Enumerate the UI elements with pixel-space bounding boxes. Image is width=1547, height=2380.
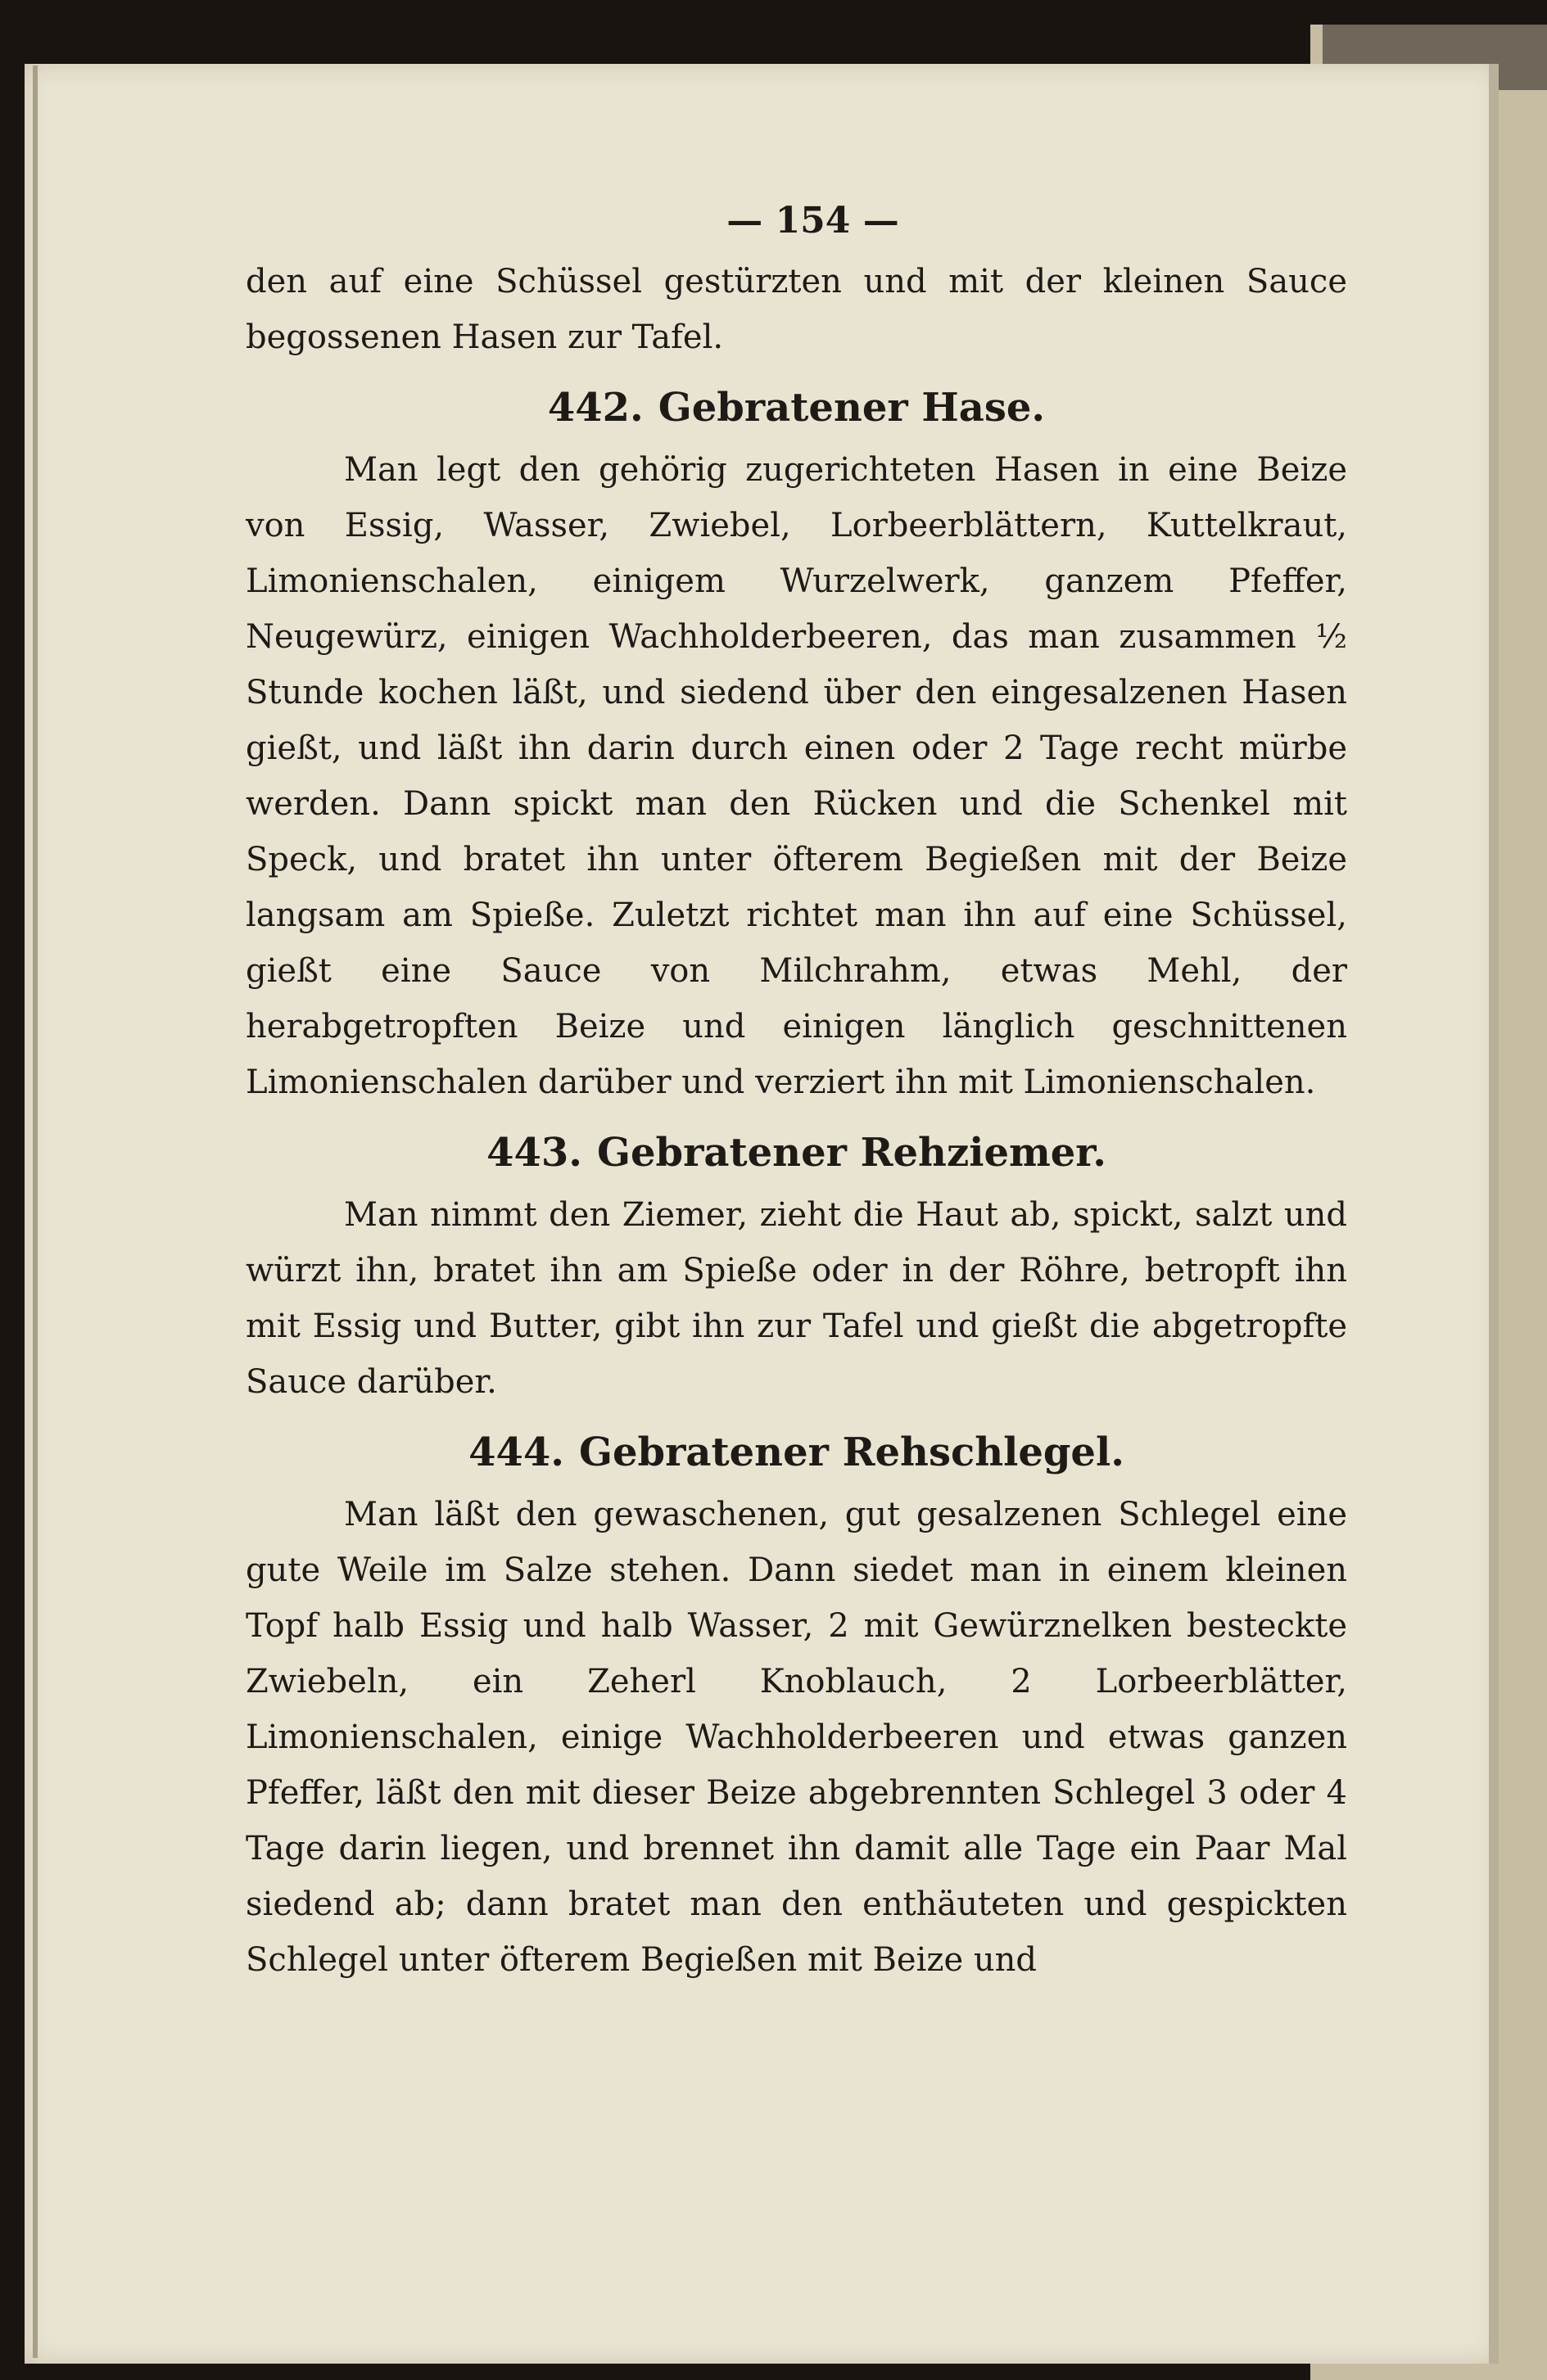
recipe-number: 442. (547, 385, 644, 431)
recipe-number: 443. (486, 1130, 582, 1176)
recipe-title: Gebratener Hase. (658, 385, 1046, 431)
recipe-text-442: Man legt den gehörig zugerichteten Hasen in eine Beize von Essig, Wasser, Zwiebel, Lorbeerblättern, Kuttelkraut, Limonienschalen, einigem Wurzelwerk, ganzem Pfeffer, Neugewürz, einigen Wachholderbeeren, das man zusammen ½ Stunde kochen läßt, und siedend über den eingesalzenen Hasen gießt, und läßt ihn darin durch einen oder 2 Tage recht mürbe werden. Dann spickt man den Rücken und die Schenkel mit Speck, und bratet ihn unter öfterem Begießen mit der Beize langsam am Spieße. Zuletzt richtet man ihn auf eine Schüssel, gießt eine Sauce von Milchrahm, etwas Mehl, der herabgetropften Beize und einigen länglich geschnittenen Limonienschalen darüber und verziert ihn mit Limonienschalen. (246, 451, 1347, 1101)
recipe-heading-444 (246, 1418, 1347, 1487)
recipe-text-444: Man läßt den gewaschenen, gut gesalzenen Schlegel eine gute Weile im Salze stehen. Dann siedet man in einem kleinen Topf halb Essig und halb Wasser, 2 mit Gewürznelken besteckte Zwiebeln, ein Zeherl Knoblauch, 2 Lorbeerblätter, Limonienschalen, einige Wachholderbeeren und etwas ganzen Pfeffer, läßt den mit dieser Beize abgebrennten Schlegel 3 oder 4 Tage darin liegen, und brennet ihn damit alle Tage ein Paar Mal siedend ab; dann bratet man den enthäuteten und gespickten Schlegel unter öfterem Begießen mit Beize und (246, 1496, 1347, 1979)
page-edge (1489, 64, 1499, 2364)
recipe-title: Gebratener Rehschlegel. (578, 1429, 1124, 1475)
recipe-heading-443 (246, 1118, 1347, 1187)
text-block (246, 188, 1347, 1988)
recipe-title: Gebratener Rehziemer. (596, 1130, 1106, 1176)
continuation-paragraph: den auf eine Schüssel gestürzten und mit der kleinen Sauce begossenen Hasen zur Tafel. (246, 263, 1347, 356)
page-number: — 154 — (726, 200, 899, 242)
recipe-text-443: Man nimmt den Ziemer, zieht die Haut ab, spickt, salzt und würzt ihn, bratet ihn am Spieße oder in der Röhre, betropft ihn mit Essig und Butter, gibt ihn zur Tafel und gießt die abgetropfte Sauce darüber. (246, 1196, 1347, 1401)
gutter (33, 65, 38, 2358)
recipe-heading-442 (246, 373, 1347, 442)
recipe-number: 444. (468, 1429, 564, 1475)
